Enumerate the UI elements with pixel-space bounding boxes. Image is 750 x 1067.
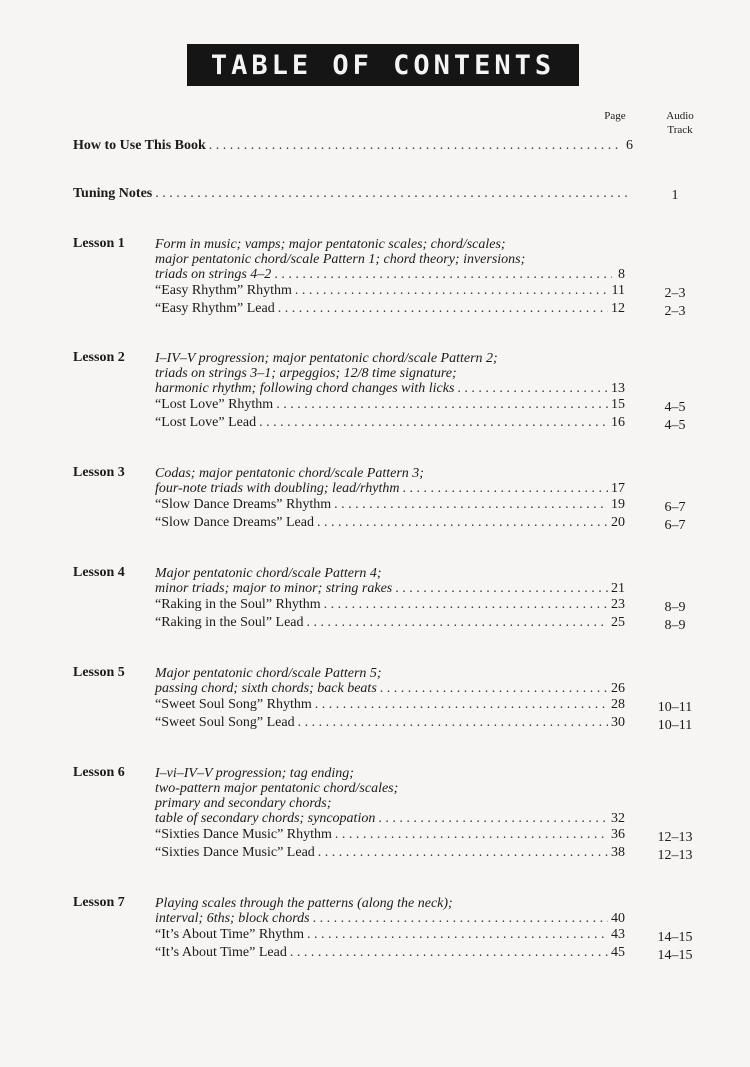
description-line: Playing scales through the patterns (along the neck);: [155, 896, 453, 911]
song-title: “Easy Rhythm” Lead: [155, 301, 275, 316]
song-page: 45: [611, 945, 625, 960]
dot-leader: [335, 826, 608, 844]
dot-leader: [307, 614, 608, 632]
song-title: “It’s About Time” Lead: [155, 945, 287, 960]
lesson-2-entries: [155, 351, 625, 432]
toc-entry-tuning-notes[interactable]: [73, 185, 633, 203]
song-audio-track: 12–13: [657, 848, 693, 863]
entry-audio-track: 1: [671, 188, 679, 203]
dot-leader: [278, 300, 608, 318]
song-page: 36: [611, 827, 625, 842]
description-last-line: [155, 267, 625, 282]
dot-leader: [315, 696, 608, 714]
song-audio-track: 2–3: [664, 304, 686, 319]
description-line: triads on strings 4–2: [155, 267, 272, 282]
dot-leader: [274, 267, 612, 282]
lesson-1-entries: [155, 237, 625, 318]
lesson-description[interactable]: [155, 666, 625, 696]
description-page: 26: [611, 681, 625, 696]
description-page: 8: [618, 267, 625, 282]
toc-entry-how-to-use[interactable]: [73, 137, 633, 155]
page-column-header: Page: [604, 110, 626, 122]
song-audio-track: 10–11: [657, 700, 693, 715]
lesson-7-entries: [155, 896, 625, 962]
dot-leader: [313, 911, 608, 926]
dot-leader: [380, 681, 608, 696]
song-audio-track: 8–9: [664, 618, 686, 633]
lesson-4-entries: [155, 566, 625, 632]
song-audio-track: 6–7: [664, 518, 686, 533]
song-entry[interactable]: [155, 414, 625, 432]
song-entry[interactable]: [155, 396, 625, 414]
song-title: “Slow Dance Dreams” Lead: [155, 515, 314, 530]
song-page: 25: [611, 615, 625, 630]
song-entry[interactable]: [155, 300, 625, 318]
dot-leader: [378, 811, 608, 826]
description-line: Major pentatonic chord/scale Pattern 5;: [155, 666, 382, 681]
song-audio-track: 14–15: [657, 930, 693, 945]
description-page: 13: [611, 381, 625, 396]
lesson-label: Lesson 1: [73, 236, 125, 251]
dot-leader: [395, 581, 608, 596]
song-title: “It’s About Time” Rhythm: [155, 927, 304, 942]
description-line: interval; 6ths; block chords: [155, 911, 310, 926]
description-line: primary and secondary chords;: [155, 796, 332, 811]
song-entry[interactable]: [155, 282, 625, 300]
song-audio-track: 14–15: [657, 948, 693, 963]
song-audio-track: 8–9: [664, 600, 686, 615]
description-line: Major pentatonic chord/scale Pattern 4;: [155, 566, 382, 581]
description-line: Codas; major pentatonic chord/scale Pattern 3;: [155, 466, 424, 481]
description-last-line: [155, 481, 625, 496]
song-title: “Raking in the Soul” Rhythm: [155, 597, 321, 612]
audio-header-line1: Audio: [666, 110, 694, 122]
description-last-line: [155, 381, 625, 396]
description-line: triads on strings 3–1; arpeggios; 12/8 time signature;: [155, 366, 457, 381]
song-audio-track: 12–13: [657, 830, 693, 845]
song-title: “Sweet Soul Song” Lead: [155, 715, 295, 730]
song-audio-track: 2–3: [664, 286, 686, 301]
lesson-label: Lesson 7: [73, 895, 125, 910]
song-page: 16: [611, 415, 625, 430]
lesson-description[interactable]: [155, 896, 625, 926]
description-line: passing chord; sixth chords; back beats: [155, 681, 377, 696]
song-entry[interactable]: [155, 514, 625, 532]
song-entry[interactable]: [155, 714, 625, 732]
description-page: 40: [611, 911, 625, 926]
dot-leader: [290, 944, 608, 962]
song-page: 28: [611, 697, 625, 712]
song-title: “Sixties Dance Music” Lead: [155, 845, 315, 860]
song-audio-track: 4–5: [664, 418, 686, 433]
description-line: two-pattern major pentatonic chord/scales;: [155, 781, 399, 796]
lesson-label: Lesson 4: [73, 565, 125, 580]
description-last-line: [155, 911, 625, 926]
dot-leader: [324, 596, 608, 614]
song-entry[interactable]: [155, 944, 625, 962]
description-line: table of secondary chords; syncopation: [155, 811, 376, 826]
song-page: 15: [611, 397, 625, 412]
lesson-label: Lesson 2: [73, 350, 125, 365]
dot-leader: [317, 514, 608, 532]
song-page: 23: [611, 597, 625, 612]
dot-leader: [457, 381, 608, 396]
entry-label: How to Use This Book: [73, 138, 206, 153]
description-page: 32: [611, 811, 625, 826]
lesson-5-entries: [155, 666, 625, 732]
song-title: “Sweet Soul Song” Rhythm: [155, 697, 312, 712]
lesson-description[interactable]: [155, 237, 625, 282]
song-page: 38: [611, 845, 625, 860]
song-audio-track: 10–11: [657, 718, 693, 733]
song-title: “Sixties Dance Music” Rhythm: [155, 827, 332, 842]
lesson-label: Lesson 3: [73, 465, 125, 480]
dot-leader: [259, 414, 608, 432]
page-title: TABLE OF CONTENTS: [187, 44, 579, 86]
lesson-6-entries: [155, 766, 625, 862]
song-title: “Slow Dance Dreams” Rhythm: [155, 497, 332, 512]
song-entry[interactable]: [155, 844, 625, 862]
description-last-line: [155, 681, 625, 696]
song-entry[interactable]: [155, 826, 625, 844]
description-line: I–vi–IV–V progression; tag ending;: [155, 766, 354, 781]
description-last-line: [155, 811, 625, 826]
dot-leader: [276, 396, 608, 414]
description-page: 17: [611, 481, 625, 496]
dot-leader: [209, 137, 620, 155]
song-page: 43: [611, 927, 625, 942]
song-title: “Lost Love” Lead: [155, 415, 257, 430]
description-last-line: [155, 581, 625, 596]
lesson-label: Lesson 5: [73, 665, 125, 680]
audio-header-line2: Track: [667, 124, 693, 136]
lesson-description[interactable]: [155, 351, 625, 396]
song-title: “Raking in the Soul” Lead: [155, 615, 304, 630]
dot-leader: [402, 481, 608, 496]
song-entry[interactable]: [155, 596, 625, 614]
dot-leader: [155, 185, 630, 203]
song-audio-track: 6–7: [664, 500, 686, 515]
description-line: harmonic rhythm; following chord changes with licks: [155, 381, 455, 396]
dot-leader: [334, 496, 608, 514]
song-entry[interactable]: [155, 696, 625, 714]
entry-label: Tuning Notes: [73, 186, 153, 201]
song-audio-track: 4–5: [664, 400, 686, 415]
song-entry[interactable]: [155, 926, 625, 944]
lesson-description[interactable]: [155, 766, 625, 826]
song-entry[interactable]: [155, 496, 625, 514]
description-page: 21: [611, 581, 625, 596]
song-entry[interactable]: [155, 614, 625, 632]
dot-leader: [307, 926, 608, 944]
description-line: major pentatonic chord/scale Pattern 1; chord theory; inversions;: [155, 252, 526, 267]
lesson-description[interactable]: [155, 566, 625, 596]
lesson-3-entries: [155, 466, 625, 532]
description-line: minor triads; major to minor; string rakes: [155, 581, 393, 596]
audio-track-column-header: [660, 109, 700, 137]
dot-leader: [295, 282, 609, 300]
lesson-label: Lesson 6: [73, 765, 125, 780]
song-page: 30: [611, 715, 625, 730]
description-line: Form in music; vamps; major pentatonic scales; chord/scales;: [155, 237, 506, 252]
lesson-description[interactable]: [155, 466, 625, 496]
song-page: 11: [611, 283, 625, 298]
song-page: 12: [611, 301, 625, 316]
entry-page: 6: [626, 138, 633, 153]
song-page: 19: [611, 497, 625, 512]
song-page: 20: [611, 515, 625, 530]
song-title: “Easy Rhythm” Rhythm: [155, 283, 292, 298]
dot-leader: [318, 844, 608, 862]
description-line: four-note triads with doubling; lead/rhythm: [155, 481, 400, 496]
description-line: I–IV–V progression; major pentatonic chord/scale Pattern 2;: [155, 351, 498, 366]
song-title: “Lost Love” Rhythm: [155, 397, 274, 412]
dot-leader: [298, 714, 608, 732]
